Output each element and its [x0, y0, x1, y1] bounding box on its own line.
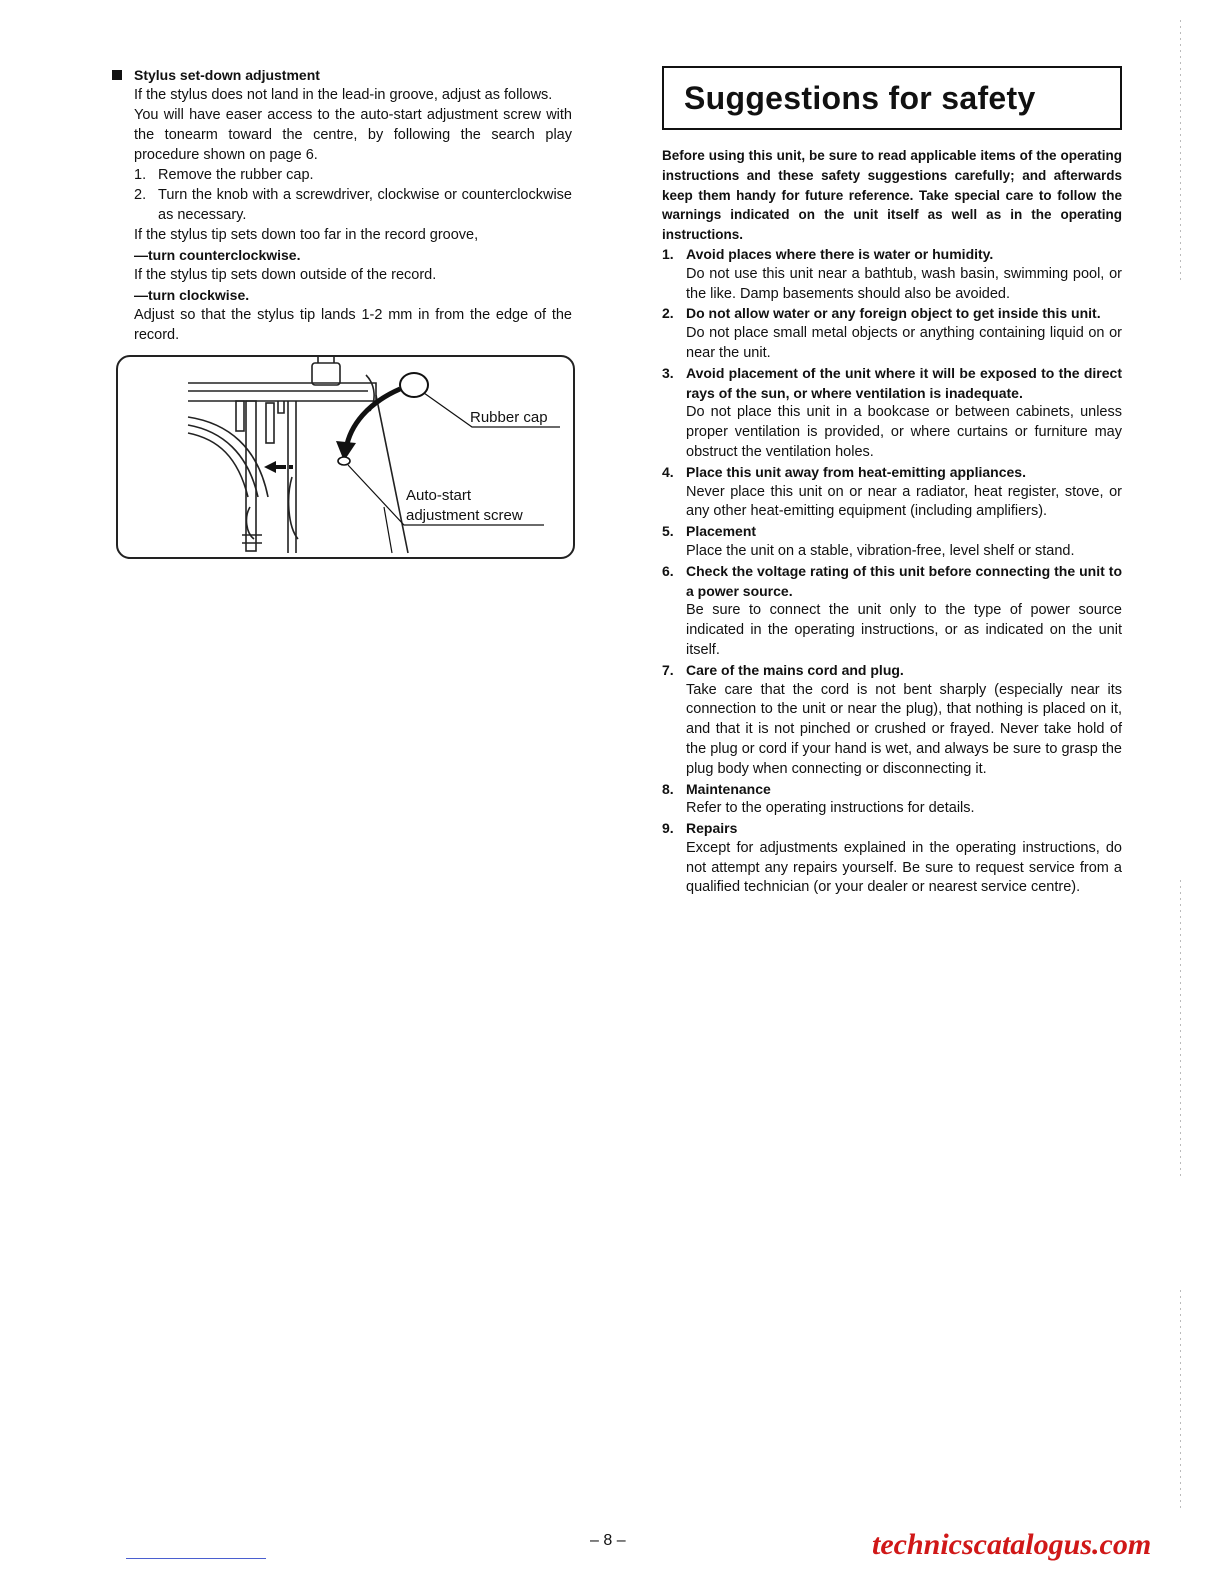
item-number: 6. [662, 562, 674, 579]
footer-rule [126, 1558, 266, 1559]
section-heading-text: Stylus set-down adjustment [134, 67, 320, 83]
step-text: Remove the rubber cap. [158, 167, 314, 183]
item-body: Do not place this unit in a bookcase or between cabinets, unless proper ventilation is provided, or where curtains or furniture may obstruct the ventilation holes. [686, 404, 1122, 460]
step-number: 2. [134, 187, 147, 203]
left-column [110, 66, 572, 559]
title-box [662, 66, 1122, 130]
item-body: Be sure to connect the unit only to the type of power source indicated in the operating instructions, or as indicated on the unit itself. [686, 602, 1122, 658]
item-body: Never place this unit on or near a radiator, heat register, stove, or any other heat-emitting equipment (including amplifiers). [686, 483, 1122, 520]
scan-edge-marks [1180, 880, 1181, 1180]
right-column [662, 66, 1122, 898]
item-body: Refer to the operating instructions for details. [686, 800, 975, 817]
item-heading: Avoid places where there is water or humidity. [686, 245, 994, 262]
step-item [134, 165, 572, 185]
item-heading: Check the voltage rating of this unit before connecting the unit to a power source. [686, 562, 1122, 599]
step-text: Turn the knob with a screwdriver, clockwise or counterclockwise as necessary. [158, 187, 572, 223]
item-heading: Repairs [686, 820, 738, 837]
safety-item [662, 304, 1122, 363]
item-number: 3. [662, 364, 674, 381]
step-item [134, 185, 572, 225]
item-number: 9. [662, 820, 674, 837]
item-body: Take care that the cord is not bent sharply (especially near its connection to the unit or near the plug), that nothing is placed on it, and that it is not pinched or crushed or frayed. Never take hold of the plug or cord if your hand is wet, and always be sure to grasp the plug body when connecting or disconnecting it. [686, 681, 1122, 777]
item-number: 2. [662, 305, 674, 322]
item-number: 8. [662, 780, 674, 797]
action-counterclockwise: —turn counterclockwise. [134, 247, 301, 263]
autostart-label-line2: adjustment screw [406, 507, 523, 524]
item-number: 4. [662, 463, 674, 480]
safety-item [662, 364, 1122, 463]
condition-too-far: If the stylus tip sets down too far in the record groove, [134, 227, 479, 243]
item-heading: Maintenance [686, 780, 771, 797]
turntable-illustration [118, 357, 573, 557]
final-instruction: Adjust so that the stylus tip lands 1-2 mm in from the edge of the record. [134, 307, 572, 343]
safety-item [662, 245, 1122, 304]
item-heading: Place this unit away from heat-emitting appliances. [686, 463, 1026, 480]
section-heading [110, 66, 572, 85]
safety-item [662, 780, 1122, 820]
item-heading: Avoid placement of the unit where it will be exposed to the direct rays of the sun, or where ventilation is inadequate. [686, 364, 1122, 401]
intro-paragraph: If the stylus does not land in the lead-in groove, adjust as follows. [134, 87, 553, 103]
item-heading: Care of the mains cord and plug. [686, 661, 904, 678]
square-bullet-icon [112, 70, 122, 80]
item-heading: Do not allow water or any foreign object to get inside this unit. [686, 305, 1101, 322]
safety-item [662, 463, 1122, 522]
item-body: Do not use this unit near a bathtub, wash basin, swimming pool, or the like. Damp basements should also be avoided. [686, 265, 1122, 302]
scan-edge-marks [1180, 1290, 1181, 1510]
rubber-cap-label: Rubber cap [470, 409, 548, 426]
safety-item [662, 819, 1122, 898]
adjustment-figure [116, 355, 575, 559]
autostart-label-line1: Auto-start [406, 487, 472, 504]
item-body: Except for adjustments explained in the operating instructions, do not attempt any repairs yourself. Be sure to request service from a qualified technician (or your dealer or nearest service centre). [686, 839, 1122, 896]
action-clockwise: —turn clockwise. [134, 287, 250, 303]
safety-item [662, 522, 1122, 562]
item-number: 7. [662, 661, 674, 678]
item-body: Do not place small metal objects or anything containing liquid on or near the unit. [686, 325, 1122, 361]
condition-outside: If the stylus tip sets down outside of the record. [134, 267, 437, 283]
item-number: 1. [662, 245, 674, 262]
safety-intro: Before using this unit, be sure to read applicable items of the operating instructions and these safety suggestions carefully; and afterwards keep them handy for future reference. Take special care to follow the warnings indicated on the unit itself as well as in the operating instructions. [662, 148, 1122, 243]
item-heading: Placement [686, 523, 757, 540]
item-number: 5. [662, 523, 674, 540]
safety-item [662, 661, 1122, 780]
page-title: Suggestions for safety [684, 79, 1036, 116]
step-number: 1. [134, 167, 147, 183]
watermark-text: technicscatalogus.com [872, 1528, 1152, 1561]
scan-edge-marks [1180, 20, 1181, 280]
item-body: Place the unit on a stable, vibration-free, level shelf or stand. [686, 542, 1075, 559]
safety-item [662, 562, 1122, 661]
access-paragraph: You will have easer access to the auto-start adjustment screw with the tonearm toward the centre, by following the search play procedure shown on page 6. [134, 107, 572, 163]
page-number: – 8 – [590, 1532, 626, 1549]
